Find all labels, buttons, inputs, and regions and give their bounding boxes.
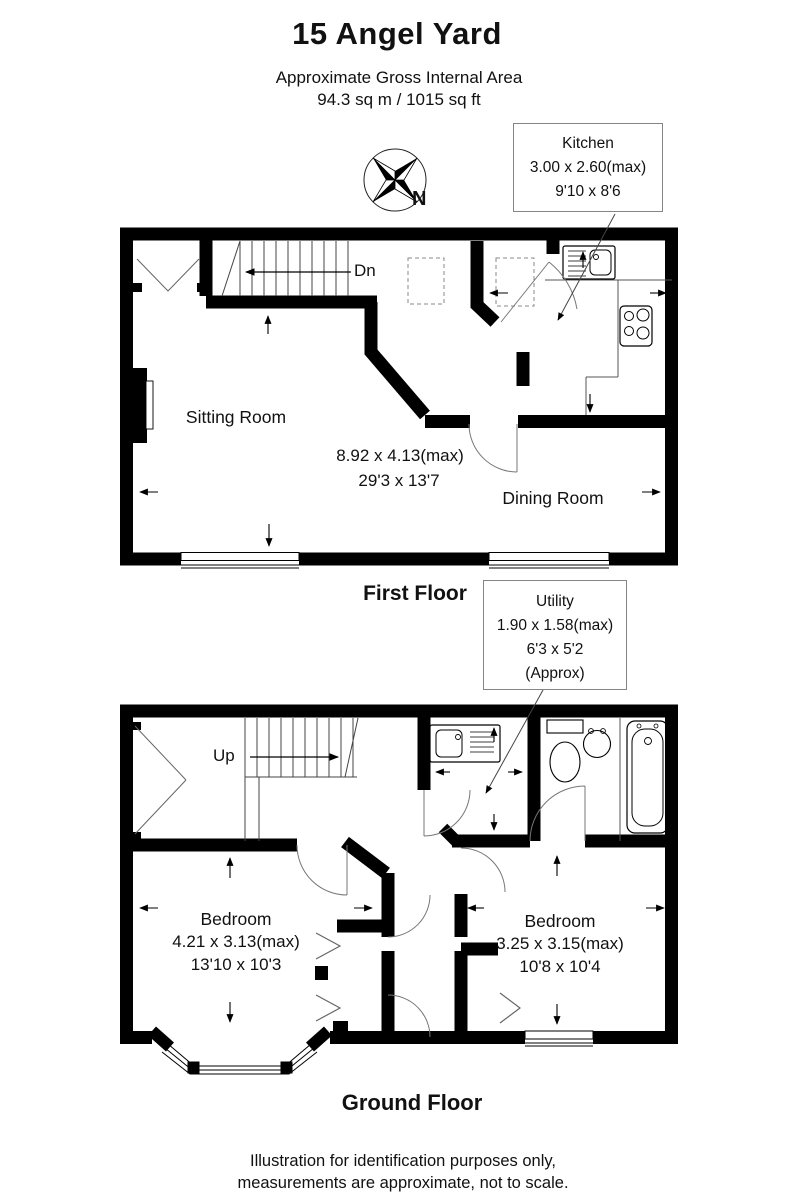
ground-floor-interior-walls — [120, 711, 678, 1037]
bedroom-left-dims-imperial: 13'10 x 10'3 — [190, 955, 282, 974]
cupboard-doors — [137, 259, 199, 291]
subtitle-size: 94.3 sq m / 1015 sq ft — [317, 90, 481, 109]
kitchen-callout-metric: 3.00 x 2.60(max) — [529, 159, 647, 176]
stairs-ground-floor — [245, 718, 358, 841]
kitchen-callout-imperial: 9'10 x 8'6 — [555, 183, 621, 200]
measure-arrows-ground-floor — [140, 728, 664, 1024]
kitchen-counter — [545, 280, 672, 415]
stairs-first-floor — [222, 241, 348, 296]
utility-callout — [483, 580, 627, 690]
ground-floor-plan — [120, 690, 678, 1074]
room-label-bedroom-left: Bedroom — [200, 909, 272, 929]
stairs-down-label: Dn — [354, 261, 376, 280]
disclaimer-line2: measurements are approximate, not to scale. — [237, 1174, 569, 1192]
utility-callout-note: (Approx) — [525, 665, 585, 682]
kitchen-callout-name: Kitchen — [562, 135, 614, 152]
compass-north-label: N — [412, 188, 427, 210]
bedroom-right-dims-metric: 3.25 x 3.15(max) — [496, 934, 624, 953]
chimney-breast — [133, 368, 153, 443]
toilet-icon — [547, 720, 583, 782]
subtitle-area: Approximate Gross Internal Area — [275, 68, 523, 87]
basin-icon — [584, 729, 611, 758]
front-door — [135, 726, 186, 834]
bathtub-icon — [627, 721, 668, 833]
ground-floor-outer-walls — [120, 705, 678, 1041]
utility-sink-icon — [430, 725, 500, 762]
bedroom-left-dims-metric: 4.21 x 3.13(max) — [172, 932, 300, 951]
room-label-sitting: Sitting Room — [185, 407, 287, 427]
hob-icon — [620, 306, 652, 346]
stairs-up-label: Up — [213, 746, 235, 765]
bedroom-right-dims-imperial: 10'8 x 10'4 — [519, 957, 601, 976]
openplan-dims-metric: 8.92 x 4.13(max) — [336, 446, 464, 465]
openplan-dims-imperial: 29'3 x 13'7 — [358, 471, 440, 490]
room-label-bedroom-right: Bedroom — [524, 911, 596, 931]
first-floor-plan — [120, 214, 678, 568]
window — [525, 1031, 593, 1046]
room-label-dining: Dining Room — [502, 488, 604, 508]
utility-callout-name: Utility — [536, 593, 574, 610]
utility-callout-metric: 1.90 x 1.58(max) — [496, 617, 614, 634]
kitchen-callout — [513, 123, 663, 212]
first-floor-heading: First Floor — [363, 582, 467, 605]
ground-floor-heading: Ground Floor — [341, 1090, 483, 1115]
disclaimer-line1: Illustration for identification purposes only, — [249, 1152, 557, 1170]
bay-window — [162, 1044, 317, 1074]
page-title: 15 Angel Yard — [292, 16, 502, 51]
first-floor-interior-walls — [206, 234, 678, 422]
utility-callout-imperial: 6'3 x 5'2 — [526, 641, 584, 658]
